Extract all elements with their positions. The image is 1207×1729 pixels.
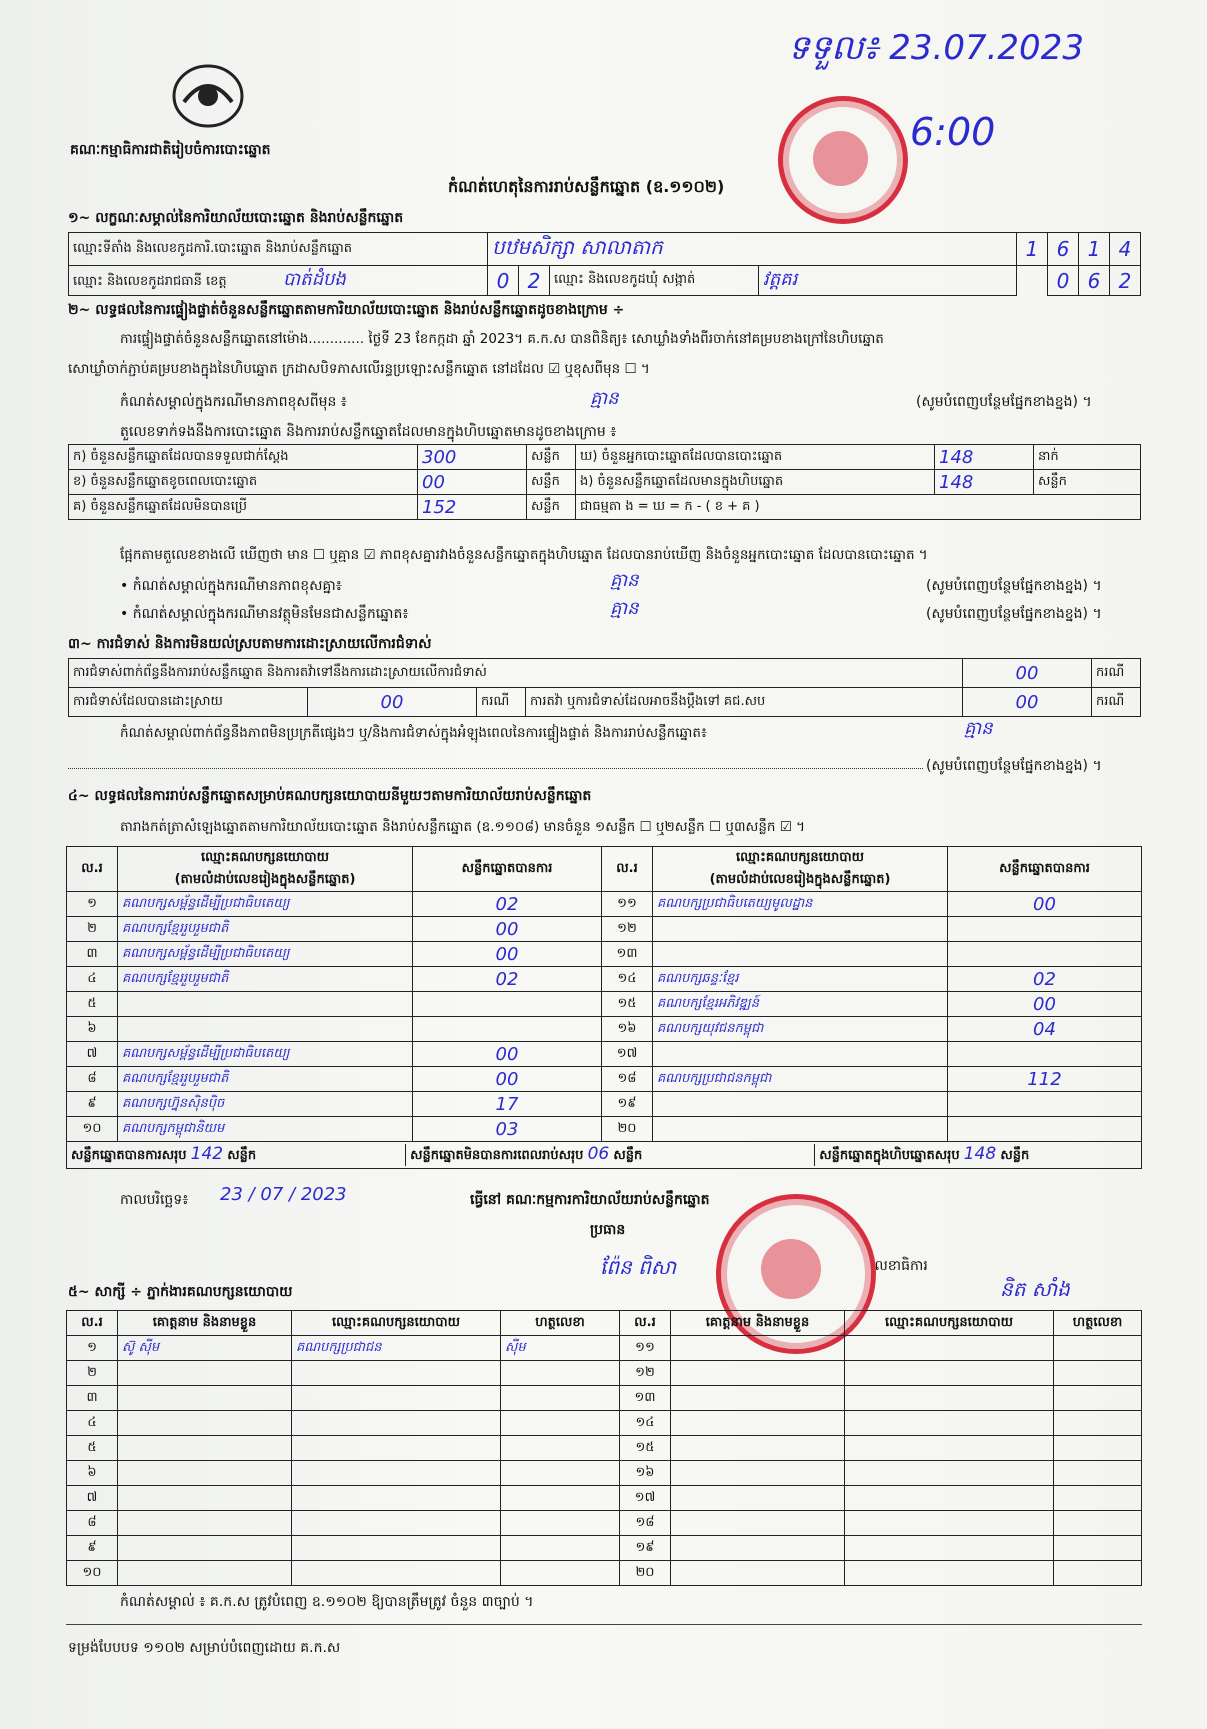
witness-signature [501, 1436, 620, 1461]
witness-name [118, 1386, 292, 1411]
witness-name [118, 1361, 292, 1386]
row-no: ១៧ [602, 1042, 653, 1067]
party-votes: 02 [413, 967, 602, 992]
witness-name [671, 1386, 845, 1411]
form-code: ទម្រង់បែបបទ ១១០២ សម្រាប់បំពេញដោយ គ.ក.ស [68, 1640, 341, 1656]
row-no: ២ [67, 917, 118, 942]
row-no: ១៣ [620, 1386, 671, 1411]
table-row [67, 1486, 1142, 1511]
location-code-digit: 1 [1079, 233, 1110, 266]
table-row [67, 1511, 1142, 1536]
commune-label: ឈ្មោះ និងលេខកូដឃុំ សង្កាត់ [550, 266, 759, 296]
witness-name [118, 1536, 292, 1561]
witness-party [845, 1386, 1054, 1411]
table-row [67, 1361, 1142, 1386]
nec-emblem-icon [170, 62, 246, 130]
row-no: ១៧ [620, 1486, 671, 1511]
witness-party [845, 1561, 1054, 1586]
location-table [68, 232, 1141, 296]
formula: ជាធម្មតា ង = ឃ = ក - ( ខ + គ ) [576, 495, 1141, 520]
province-cell [69, 266, 488, 296]
col-no: ល.រ [67, 847, 118, 892]
row-no: ១៣ [602, 942, 653, 967]
date-label: កាលបរិច្ឆេទ៖ [120, 1192, 189, 1208]
col-no: ល.រ [620, 1311, 671, 1336]
appeal-label: ការតវ៉ា ឬការជំទាស់ដែលអាចនឹងប្តឹងទៅ គជ.សប [526, 688, 963, 717]
row-no: ១ [67, 1336, 118, 1361]
row-no: ១០ [67, 1561, 118, 1586]
witness-party [845, 1511, 1054, 1536]
table-row [67, 1067, 1142, 1092]
witness-name [671, 1536, 845, 1561]
appeal-unit: ករណី [1092, 688, 1141, 717]
witness-signature [501, 1386, 620, 1411]
table-row [67, 967, 1142, 992]
numbers-intro: តួលេខទាក់ទងនឹងការបោះឆ្នោត និងការរាប់សន្លឹកឆ្នោតដែលមានក្នុងហិបឆ្នោតមានដូចខាងក្រោម ៖ [120, 424, 617, 440]
commune-code-digit: 2 [1110, 266, 1141, 296]
appeal-value: 00 [963, 688, 1092, 717]
witness-name [118, 1511, 292, 1536]
witness-name [118, 1486, 292, 1511]
row-no: ១៨ [620, 1511, 671, 1536]
party-name [653, 1092, 948, 1117]
footer-note: កំណត់សម្គាល់ ៖ គ.ក.ស ត្រូវបំពេញ ឧ.១១០២ ឱ្យបានត្រឹមត្រូវ ចំនួន ៣ច្បាប់ ។ [120, 1594, 534, 1610]
party-votes: 112 [948, 1067, 1142, 1092]
witness-party [292, 1361, 501, 1386]
party-votes: 03 [413, 1117, 602, 1142]
witness-name [671, 1511, 845, 1536]
witness-table [66, 1310, 1142, 1586]
row-no: ៣ [67, 942, 118, 967]
witness-name [671, 1436, 845, 1461]
spoiled-label: ខ) ចំនួនសន្លឹកឆ្នោតខូចពេលបោះឆ្នោត [69, 470, 418, 495]
row-no: ៤ [67, 1411, 118, 1436]
results-body [67, 892, 1142, 1142]
section2-title: ២~ លទ្ធផលនៃការផ្ទៀងផ្ទាត់ចំនួនសន្លឹកឆ្នោតតាមការិយាល័យបោះឆ្នោត និងរាប់សន្លឹកឆ្នោតដូចខាងក្រោម ÷ [68, 302, 625, 318]
unused-unit: សន្លឹក [527, 495, 576, 520]
witness-signature [501, 1461, 620, 1486]
witness-party [292, 1511, 501, 1536]
party-votes [413, 1017, 602, 1042]
compare-line: ផ្អែកតាមតួលេខខាងលើ ឃើញថា មាន ☐ ឬគ្មាន ☑ ភាពខុសគ្នារវាងចំនួនសន្លឹកឆ្នោតក្នុងហិបឆ្នោត ដែលបានរាប់ឃើញ និងចំនួនអ្នកបោះឆ្នោត ដែលបានបោះឆ្នោត ។ [120, 547, 928, 563]
table-row [67, 1017, 1142, 1042]
row-no: ៦ [67, 1017, 118, 1042]
total-box-unit: សន្លឹក [1000, 1148, 1030, 1163]
row-no: ៩ [67, 1536, 118, 1561]
party-votes: 00 [413, 917, 602, 942]
complaints-table [68, 658, 1141, 717]
witness-name [118, 1561, 292, 1586]
witness-party [845, 1436, 1054, 1461]
party-name [653, 1117, 948, 1142]
row-no: ៧ [67, 1042, 118, 1067]
witness-name [118, 1461, 292, 1486]
chair-name: ព៉ែន ពិសា [600, 1255, 677, 1279]
party-name: គណបក្សខ្មែររួបរួមជាតិ [118, 967, 413, 992]
table-row [67, 1092, 1142, 1117]
col-no: ល.រ [602, 847, 653, 892]
received-label: ក) ចំនួនសន្លឹកឆ្នោតដែលបានទទួលជាក់ស្តែង [69, 445, 418, 470]
row-no: ៥ [67, 1436, 118, 1461]
col-no: ល.រ [67, 1311, 118, 1336]
location-code-digit: 6 [1048, 233, 1079, 266]
unused-value: 152 [418, 495, 527, 520]
table-row [67, 892, 1142, 917]
witness-signature [501, 1361, 620, 1386]
witness-party: គណបក្សប្រជាជន [292, 1336, 501, 1361]
total-invalid-label: សន្លឹកឆ្នោតមិនបានការពេលរាប់សរុប [410, 1148, 584, 1163]
party-name: គណបក្សសម្ព័ន្ធដើម្បីប្រជាធិបតេយ្យ [118, 1042, 413, 1067]
witness-signature [1054, 1511, 1142, 1536]
stamp-emblem-icon [761, 1239, 821, 1299]
committee-name: ធ្វើនៅ គណៈកម្មការការិយាល័យរាប់សន្លឹកឆ្នោត [470, 1192, 710, 1208]
row-no: ១៤ [602, 967, 653, 992]
witness-signature [1054, 1561, 1142, 1586]
ballot-numbers-table [68, 444, 1141, 520]
row-no: ១១ [620, 1336, 671, 1361]
foreign-note-value: គ្មាន [610, 598, 639, 619]
diff-note-suffix: (សូមបំពេញបន្ថែមផ្នែកខាងខ្នង) ។ [926, 578, 1102, 594]
party-votes: 00 [413, 1042, 602, 1067]
total-box-label: សន្លឹកឆ្នោតក្នុងហិបឆ្នោតសរុប [819, 1148, 960, 1163]
row-no: ៣ [67, 1386, 118, 1411]
secretary-label: លេខាធិការ [870, 1258, 928, 1274]
witness-signature [1054, 1461, 1142, 1486]
table-row [67, 1117, 1142, 1142]
table-row [67, 992, 1142, 1017]
change-note-suffix: (សូមបំពេញបន្ថែមផ្នែកខាងខ្នង) ។ [916, 394, 1092, 410]
total-invalid-value: 06 [587, 1144, 610, 1164]
col-votes: សន្លឹកឆ្នោតបានការ [948, 847, 1142, 892]
col-party: ឈ្មោះគណបក្សនយោបាយ [653, 847, 948, 870]
col-name: គោត្តនាម និងនាមខ្លួន [671, 1311, 845, 1336]
province-value: បាត់ដំបង [283, 269, 346, 290]
witness-signature: ស៊ីម [501, 1336, 620, 1361]
complaints-unit: ករណី [1092, 659, 1141, 688]
party-votes [948, 1117, 1142, 1142]
table-row [67, 1536, 1142, 1561]
form-title: កំណត់ហេតុនៃការរាប់សន្លឹកឆ្នោត (ឧ.១១០២) [448, 177, 725, 196]
change-note-label: កំណត់សម្គាល់ក្នុងករណីមានភាពខុសពីមុន ៖ [120, 394, 347, 410]
witness-party [292, 1436, 501, 1461]
party-votes: 00 [948, 992, 1142, 1017]
col-party: ឈ្មោះគណបក្សនយោបាយ [118, 847, 413, 870]
witness-party [845, 1461, 1054, 1486]
witness-signature [1054, 1386, 1142, 1411]
witness-name [118, 1436, 292, 1461]
in-box-value: 148 [935, 470, 1034, 495]
sheets-line: តារាងកត់ត្រាសំឡេងឆ្នោតតាមការិយាល័យបោះឆ្នោត និងរាប់សន្លឹកឆ្នោត (ឧ.១១០៨) មានចំនួន ១សន្លឹក ☐ ឬ២សន្លឹក ☐ ឬ៣សន្លឹក ☑ ។ [120, 819, 806, 835]
table-row [67, 1411, 1142, 1436]
col-party: ឈ្មោះគណបក្សនយោបាយ [292, 1311, 501, 1336]
table-row [67, 917, 1142, 942]
party-name [118, 992, 413, 1017]
spoiled-unit: សន្លឹក [527, 470, 576, 495]
row-no: ១៦ [602, 1017, 653, 1042]
voters-value: 148 [935, 445, 1034, 470]
witness-party [292, 1561, 501, 1586]
totals-row [67, 1142, 1142, 1169]
party-votes [413, 992, 602, 1017]
witness-party [292, 1486, 501, 1511]
row-no: ១៩ [602, 1092, 653, 1117]
irregularity-note-suffix: (សូមបំពេញបន្ថែមផ្នែកខាងខ្នង) ។ [926, 758, 1102, 774]
receipt-date-note: ទទួល៖ 23.07.2023 [788, 28, 1084, 68]
location-code-digit: 1 [1017, 233, 1048, 266]
receipt-time-note: 6:00 [910, 110, 996, 154]
col-party: ឈ្មោះគណបក្សនយោបាយ [845, 1311, 1054, 1336]
row-no: ២ [67, 1361, 118, 1386]
table-row [67, 1436, 1142, 1461]
row-no: ១១ [602, 892, 653, 917]
witness-party [845, 1536, 1054, 1561]
date-value: 23 / 07 / 2023 [220, 1184, 347, 1205]
diff-note-value: គ្មាន [610, 570, 639, 591]
witness-name [671, 1336, 845, 1361]
party-votes: 02 [413, 892, 602, 917]
col-name: គោត្តនាម និងនាមខ្លួន [118, 1311, 292, 1336]
in-box-unit: សន្លឹក [1034, 470, 1141, 495]
location-value: បឋមសិក្សា សាលាតាក [488, 233, 1017, 266]
row-no: ១៥ [620, 1436, 671, 1461]
table-row [67, 1042, 1142, 1067]
party-votes [948, 942, 1142, 967]
witness-signature [1054, 1336, 1142, 1361]
witness-name: ស៊ូ ស៊ីម [118, 1336, 292, 1361]
witness-signature [501, 1486, 620, 1511]
party-name [653, 1042, 948, 1067]
change-note-value: គ្មាន [590, 388, 619, 409]
official-stamp-top [778, 96, 908, 224]
row-no: ៥ [67, 992, 118, 1017]
party-name: គណបក្សប្រជាធិបតេយ្យមូលដ្ឋាន [653, 892, 948, 917]
resolved-label: ការជំទាស់ដែលបានដោះស្រាយ [69, 688, 308, 717]
party-votes: 00 [413, 1067, 602, 1092]
org-name: គណៈកម្មាធិការជាតិរៀបចំការបោះឆ្នោត [70, 142, 271, 158]
witness-party [292, 1461, 501, 1486]
witness-party [292, 1386, 501, 1411]
witness-signature [501, 1411, 620, 1436]
party-name: គណបក្សខ្មែរអភិវឌ្ឍន៍ [653, 992, 948, 1017]
witness-name [671, 1486, 845, 1511]
irregularity-note-label: កំណត់សម្គាល់ពាក់ព័ន្ធនឹងភាពមិនប្រក្រតីផ្សេងៗ ឬ/និងការជំទាស់ក្នុងអំឡុងពេលនៃការផ្ទៀងផ្ទាត់ និងការរាប់សន្លឹកឆ្នោត៖ [120, 725, 707, 741]
row-no: ៨ [67, 1067, 118, 1092]
commune-code-digit: 6 [1079, 266, 1110, 296]
party-votes [948, 1042, 1142, 1067]
party-name: គណបក្សសម្ព័ន្ធដើម្បីប្រជាធិបតេយ្យ [118, 942, 413, 967]
location-code-digit: 4 [1110, 233, 1141, 266]
witness-signature [1054, 1486, 1142, 1511]
party-name [653, 917, 948, 942]
received-value: 300 [418, 445, 527, 470]
party-name: គណបក្សប្រជាជនកម្ពុជា [653, 1067, 948, 1092]
witness-party [845, 1336, 1054, 1361]
col-sign: ហត្ថលេខា [1054, 1311, 1142, 1336]
row-no: ១០ [67, 1117, 118, 1142]
witness-signature [1054, 1411, 1142, 1436]
witness-body [67, 1336, 1142, 1586]
table-row [67, 1561, 1142, 1586]
resolved-unit: ករណី [477, 688, 526, 717]
row-no: ១ [67, 892, 118, 917]
col-sign: ហត្ថលេខា [501, 1311, 620, 1336]
section1-title: ១~ លក្ខណៈសម្គាល់នៃការិយាល័យបោះឆ្នោត និងរាប់សន្លឹកឆ្នោត [68, 210, 404, 226]
unused-label: គ) ចំនួនសន្លឹកឆ្នោតដែលមិនបានប្រើ [69, 495, 418, 520]
total-valid-value: 142 [190, 1144, 224, 1164]
province-label: ឈ្មោះ និងលេខកូដរាជធានី ខេត្ត [73, 274, 227, 289]
commune-code-digit: 0 [1048, 266, 1079, 296]
witness-name [118, 1411, 292, 1436]
dotted-line [68, 768, 923, 769]
commune-value: វត្តគរ [759, 266, 1017, 296]
section5-title: ៥~ សាក្សី ÷ ភ្នាក់ងារគណបក្សនយោបាយ [68, 1284, 293, 1300]
row-no: ១៦ [620, 1461, 671, 1486]
party-name: គណបក្សឆន្ទៈខ្មែរ [653, 967, 948, 992]
row-no: ២០ [620, 1561, 671, 1586]
check-paragraph-2: សោឃ្លាំចាក់ភ្ជាប់គម្របខាងក្នុងនៃហិបឆ្នោត ក្រដាសបិទភាសលើរន្ធប្រឡោះសន្លឹកឆ្នោត នៅដដែល ☑ ឬខុសពីមុន ☐ ។ [68, 361, 650, 377]
complaints-value: 00 [963, 659, 1092, 688]
irregularity-note-value: គ្មាន [964, 718, 993, 739]
witness-party [845, 1411, 1054, 1436]
party-name: គណបក្សខ្មែររួបរួមជាតិ [118, 917, 413, 942]
row-no: ១៨ [602, 1067, 653, 1092]
section3-title: ៣~ ការជំទាស់ និងការមិនយល់ស្របតាមការដោះស្រាយលើការជំទាស់ [68, 636, 432, 652]
witness-name [671, 1411, 845, 1436]
col-party-sub: (តាមលំដាប់លេខរៀងក្នុងសន្លឹកឆ្នោត) [118, 869, 413, 892]
witness-signature [1054, 1436, 1142, 1461]
party-name [653, 942, 948, 967]
province-code-digit: 2 [519, 266, 550, 296]
row-no: ៨ [67, 1511, 118, 1536]
foreign-note-suffix: (សូមបំពេញបន្ថែមផ្នែកខាងខ្នង) ។ [926, 606, 1102, 622]
chair-label: ប្រធាន [590, 1222, 626, 1238]
province-code-digit: 0 [488, 266, 519, 296]
col-party-sub: (តាមលំដាប់លេខរៀងក្នុងសន្លឹកឆ្នោត) [653, 869, 948, 892]
row-no: ៩ [67, 1092, 118, 1117]
col-votes: សន្លឹកឆ្នោតបានការ [413, 847, 602, 892]
witness-party [292, 1536, 501, 1561]
party-votes: 00 [413, 942, 602, 967]
witness-name [671, 1561, 845, 1586]
received-unit: សន្លឹក [527, 445, 576, 470]
complaints-label: ការជំទាស់ពាក់ព័ន្ធនឹងការរាប់សន្លឹកឆ្នោត និងការតវ៉ាទៅនឹងការដោះស្រាយលើការជំទាស់ [69, 659, 963, 688]
secretary-name: និត សាំង [1000, 1277, 1070, 1301]
results-table [66, 846, 1142, 1169]
total-valid-unit: សន្លឹក [227, 1148, 257, 1163]
row-no: ១២ [602, 917, 653, 942]
total-valid-label: សន្លឹកឆ្នោតបានការសរុប [71, 1148, 187, 1163]
party-name: គណបក្សកម្ពុជានិយម [118, 1117, 413, 1142]
witness-signature [1054, 1361, 1142, 1386]
row-no: ១៥ [602, 992, 653, 1017]
table-row [67, 942, 1142, 967]
row-no: ៦ [67, 1461, 118, 1486]
party-name: គណបក្សខ្មែររួបរួមជាតិ [118, 1067, 413, 1092]
spoiled-value: 00 [418, 470, 527, 495]
row-no: ១២ [620, 1361, 671, 1386]
stamp-emblem-icon [813, 131, 868, 186]
party-votes: 17 [413, 1092, 602, 1117]
party-votes: 04 [948, 1017, 1142, 1042]
diff-note-label: • កំណត់សម្គាល់ក្នុងករណីមានភាពខុសគ្នា៖ [120, 578, 342, 594]
party-votes: 00 [948, 892, 1142, 917]
witness-signature [501, 1561, 620, 1586]
foreign-note-label: • កំណត់សម្គាល់ក្នុងករណីមានវត្ថុមិនមែនជាសន្លឹកឆ្នោត៖ [120, 606, 409, 622]
table-row [67, 1461, 1142, 1486]
witness-name [671, 1361, 845, 1386]
party-name: គណបក្សហ្វ៊ុនស៊ិនប៉ិច [118, 1092, 413, 1117]
party-votes [948, 1092, 1142, 1117]
party-name: គណបក្សយុវជនកម្ពុជា [653, 1017, 948, 1042]
row-no: ៧ [67, 1486, 118, 1511]
voters-unit: នាក់ [1034, 445, 1141, 470]
resolved-value: 00 [308, 688, 477, 717]
in-box-label: ង) ចំនួនសន្លឹកឆ្នោតដែលមានក្នុងហិបឆ្នោត [576, 470, 935, 495]
row-no: ១៩ [620, 1536, 671, 1561]
party-votes: 02 [948, 967, 1142, 992]
location-label: ឈ្មោះទីតាំង និងលេខកូដការិ.បោះឆ្នោត និងរាប់សន្លឹកឆ្នោត [69, 233, 488, 266]
witness-party [845, 1361, 1054, 1386]
witness-party [845, 1486, 1054, 1511]
row-no: ៤ [67, 967, 118, 992]
party-votes [948, 917, 1142, 942]
witness-signature [501, 1511, 620, 1536]
party-name: គណបក្សសម្ព័ន្ធដើម្បីប្រជាធិបតេយ្យ [118, 892, 413, 917]
check-paragraph-1: ការផ្ទៀងផ្ទាត់ចំនួនសន្លឹកឆ្នោតនៅម៉ោង............. ថ្ងៃទី 23 ខែកក្កដា ឆ្នាំ 2023។ គ.ក.ស បានពិនិត្យ៖ សោឃ្លាំងទាំងពីរចាក់នៅគម្របខាងក្រៅនៃហិបឆ្នោត [120, 331, 884, 347]
witness-signature [1054, 1536, 1142, 1561]
witness-party [292, 1411, 501, 1436]
total-invalid-unit: សន្លឹក [613, 1148, 643, 1163]
party-name [118, 1017, 413, 1042]
section4-title: ៤~ លទ្ធផលនៃការរាប់សន្លឹកឆ្នោតសម្រាប់គណបក្សនយោបាយនីមួយៗតាមការិយាល័យរាប់សន្លឹកឆ្នោត [68, 788, 592, 804]
total-box-value: 148 [963, 1144, 997, 1164]
row-no: ២០ [602, 1117, 653, 1142]
footer-divider [66, 1624, 1142, 1625]
row-no: ១៤ [620, 1411, 671, 1436]
voters-label: ឃ) ចំនួនអ្នកបោះឆ្នោតដែលបានបោះឆ្នោត [576, 445, 935, 470]
table-row [67, 1336, 1142, 1361]
witness-name [671, 1461, 845, 1486]
table-row [67, 1386, 1142, 1411]
witness-signature [501, 1536, 620, 1561]
